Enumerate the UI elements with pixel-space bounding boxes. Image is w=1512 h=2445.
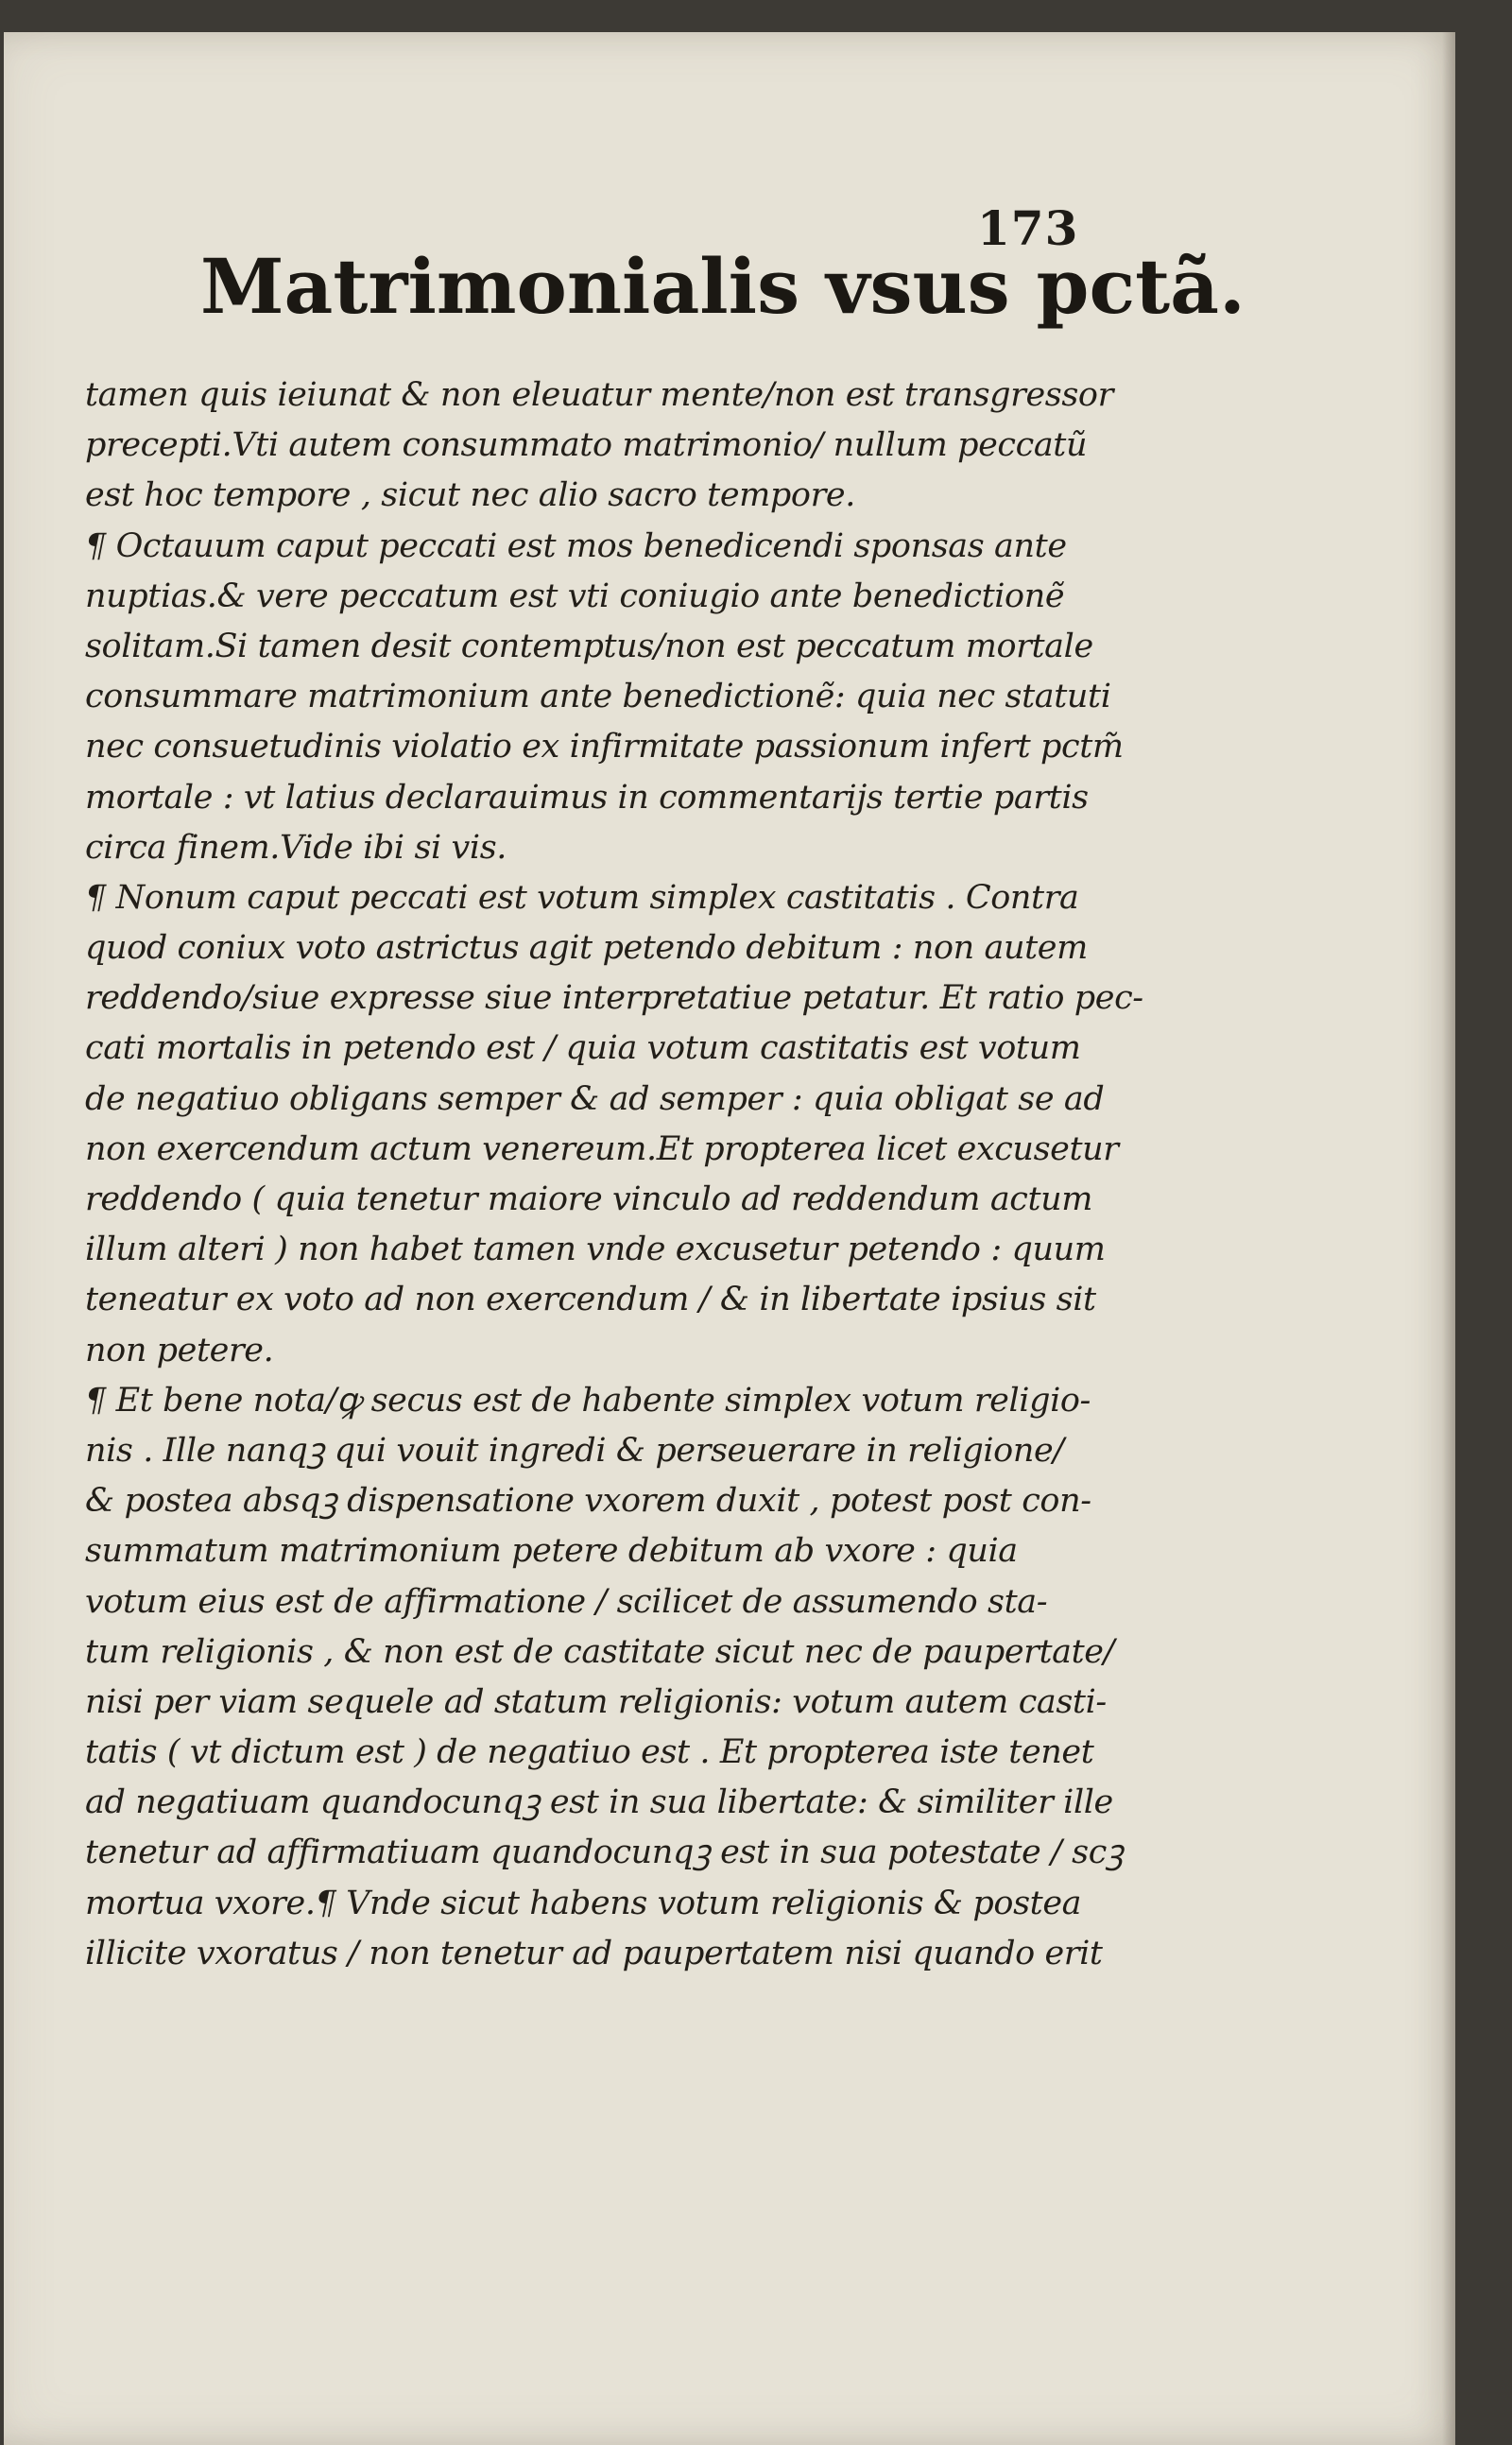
text-line: illum alteri ) non habet tamen vnde excusetur petendo : quum bbox=[85, 1231, 1106, 1269]
text-line: est hoc tempore , sicut nec alio sacro tempore. bbox=[85, 476, 855, 515]
text-line: tamen quis ieiunat & non eleuatur mente/non est transgressor bbox=[85, 376, 1113, 414]
text-line: ad negatiuam quandocunqꝫ est in sua libertate: & similiter ille bbox=[85, 1783, 1113, 1822]
text-line: summatum matrimonium petere debitum ab vxore : quia bbox=[85, 1532, 1018, 1571]
text-line: mortale : vt latius declarauimus in commentarijs tertie partis bbox=[85, 778, 1089, 817]
text-line: non exercendum actum venereum.Et propterea licet excusetur bbox=[85, 1129, 1119, 1168]
page-number: 173 bbox=[977, 200, 1079, 256]
text-line: nec consuetudinis violatio ex infirmitate passionum infert pctm̃ bbox=[85, 728, 1124, 766]
text-line: cati mortalis in petendo est / quia votum castitatis est votum bbox=[85, 1029, 1081, 1068]
text-line: circa finem.Vide ibi si vis. bbox=[85, 828, 507, 867]
text-line: de negatiuo obligans semper & ad semper : quia obligat se ad bbox=[85, 1079, 1105, 1118]
body-text bbox=[85, 370, 1143, 1979]
text-line: tatis ( vt dictum est ) de negatiuo est . Et propterea iste tenet bbox=[85, 1733, 1094, 1772]
text-line: mortua vxore.¶ Vnde sicut habens votum religionis & postea bbox=[85, 1884, 1082, 1922]
text-line: ¶ Nonum caput peccati est votum simplex castitatis . Contra bbox=[85, 878, 1079, 917]
text-line: consummare matrimonium ante benedictionẽ: quia nec statuti bbox=[85, 678, 1111, 716]
text-line: votum eius est de affirmatione / scilicet de assumendo sta- bbox=[85, 1582, 1048, 1621]
text-line: teneatur ex voto ad non exercendum / & in libertate ipsius sit bbox=[85, 1281, 1096, 1319]
running-head: Matrimonialis vsus pctã. bbox=[200, 242, 1246, 331]
text-line: precepti.Vti autem consummato matrimonio/ nullum peccatũ bbox=[85, 426, 1088, 465]
text-line: nuptias.& vere peccatum est vti coniugio ante benedictionẽ bbox=[85, 577, 1065, 615]
page-edge-shadow bbox=[1442, 32, 1455, 2445]
text-line: tum religionis , & non est de castitate sicut nec de paupertate/ bbox=[85, 1632, 1114, 1671]
text-line: ¶ Et bene nota/ꝙ secus est de habente simplex votum religio- bbox=[85, 1381, 1091, 1420]
text-line: reddendo ( quia tenetur maiore vinculo ad reddendum actum bbox=[85, 1180, 1093, 1218]
text-line: reddendo/siue expresse siue interpretatiue petatur. Et ratio pec- bbox=[85, 979, 1143, 1018]
book-page bbox=[4, 32, 1455, 2445]
text-line: solitam.Si tamen desit contemptus/non est peccatum mortale bbox=[85, 627, 1093, 665]
text-line: & postea absqꝫ dispensatione vxorem duxit , potest post con- bbox=[85, 1482, 1091, 1521]
text-line: tenetur ad affirmatiuam quandocunqꝫ est in sua potestate / scꝫ bbox=[85, 1834, 1124, 1872]
text-line: non petere. bbox=[85, 1331, 274, 1369]
text-line: quod coniux voto astrictus agit petendo debitum : non autem bbox=[85, 929, 1088, 968]
text-line: ¶ Octauum caput peccati est mos benedicendi sponsas ante bbox=[85, 526, 1067, 565]
text-line: nisi per viam sequele ad statum religionis: votum autem casti- bbox=[85, 1682, 1107, 1721]
text-line: nis . Ille nanqꝫ qui vouit ingredi & perseuerare in religione/ bbox=[85, 1431, 1064, 1470]
text-line: illicite vxoratus / non tenetur ad paupertatem nisi quando erit bbox=[85, 1934, 1103, 1972]
